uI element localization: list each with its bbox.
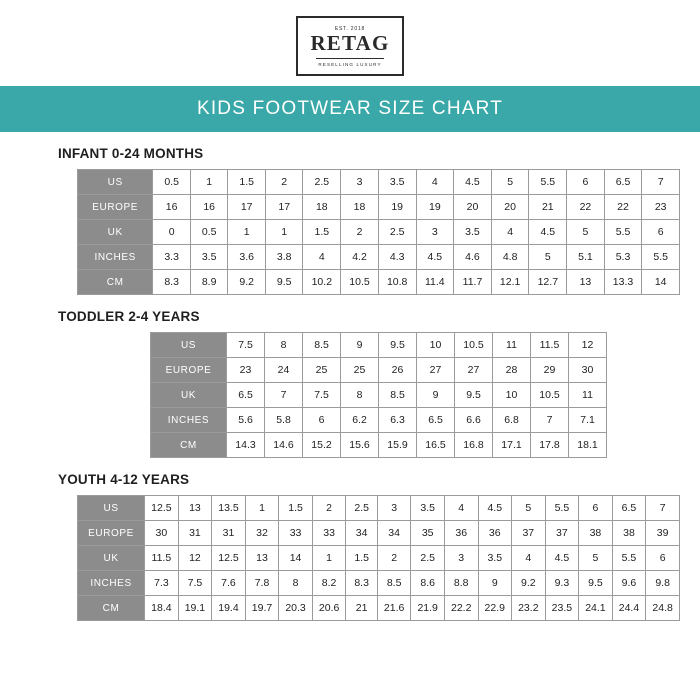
table-row xyxy=(78,521,680,546)
table-row xyxy=(78,596,680,621)
row-header-cell: UK xyxy=(78,546,145,571)
section-title: INFANT 0-24 MONTHS xyxy=(58,146,204,161)
size-cell: 9.8 xyxy=(646,571,680,596)
size-cell: 14 xyxy=(642,270,680,295)
size-cell: 13 xyxy=(178,496,212,521)
size-cell: 10.5 xyxy=(455,333,493,358)
size-cell: 3 xyxy=(377,496,411,521)
size-cell: 22.9 xyxy=(478,596,512,621)
size-cell: 19 xyxy=(416,195,454,220)
size-cell: 13.5 xyxy=(212,496,246,521)
size-cell: 15.6 xyxy=(341,433,379,458)
size-cell: 8.6 xyxy=(411,571,445,596)
size-cell: 1 xyxy=(228,220,266,245)
size-cell: 16 xyxy=(153,195,191,220)
row-header-cell: CM xyxy=(151,433,227,458)
size-cell: 11 xyxy=(493,333,531,358)
size-cell: 13.3 xyxy=(604,270,642,295)
size-cell: 12.5 xyxy=(212,546,246,571)
size-cell: 21 xyxy=(529,195,567,220)
size-cell: 1 xyxy=(265,220,303,245)
size-cell: 15.2 xyxy=(303,433,341,458)
size-cell: 5.1 xyxy=(567,245,605,270)
size-cell: 1.5 xyxy=(346,546,377,571)
size-cell: 8.2 xyxy=(312,571,346,596)
size-cell: 21.9 xyxy=(411,596,445,621)
size-cell: 20 xyxy=(454,195,492,220)
size-cell: 3.3 xyxy=(153,245,191,270)
size-cell: 20.3 xyxy=(279,596,313,621)
size-cell: 36 xyxy=(444,521,478,546)
size-cell: 24.4 xyxy=(612,596,646,621)
size-cell: 9.5 xyxy=(455,383,493,408)
table-row xyxy=(151,358,607,383)
table-row xyxy=(78,496,680,521)
table-row xyxy=(151,408,607,433)
size-cell: 21.6 xyxy=(377,596,411,621)
size-cell: 7.5 xyxy=(303,383,341,408)
size-cell: 7.3 xyxy=(145,571,179,596)
logo-frame xyxy=(296,16,404,76)
size-cell: 8.3 xyxy=(346,571,377,596)
size-cell: 6.5 xyxy=(227,383,265,408)
row-header-cell: INCHES xyxy=(78,245,153,270)
size-cell: 6 xyxy=(642,220,680,245)
size-cell: 6.2 xyxy=(341,408,379,433)
size-cell: 5.8 xyxy=(265,408,303,433)
size-cell: 2.5 xyxy=(378,220,416,245)
size-cell: 9.2 xyxy=(228,270,266,295)
size-cell: 4.5 xyxy=(416,245,454,270)
size-cell: 9.5 xyxy=(379,333,417,358)
table-row xyxy=(151,383,607,408)
size-cell: 7 xyxy=(265,383,303,408)
size-cell: 5.5 xyxy=(545,496,579,521)
size-cell: 11.4 xyxy=(416,270,454,295)
size-cell: 16 xyxy=(190,195,228,220)
size-cell: 35 xyxy=(411,521,445,546)
size-cell: 5 xyxy=(512,496,546,521)
size-cell: 4.5 xyxy=(454,170,492,195)
row-header-cell: UK xyxy=(78,220,153,245)
size-cell: 34 xyxy=(346,521,377,546)
size-cell: 0.5 xyxy=(153,170,191,195)
size-cell: 7.5 xyxy=(227,333,265,358)
size-cell: 3.5 xyxy=(411,496,445,521)
size-cell: 7 xyxy=(642,170,680,195)
size-cell: 6.8 xyxy=(493,408,531,433)
size-cell: 16.5 xyxy=(417,433,455,458)
size-cell: 32 xyxy=(245,521,279,546)
size-cell: 19 xyxy=(378,195,416,220)
size-cell: 14 xyxy=(279,546,313,571)
table-row xyxy=(78,245,680,270)
size-cell: 5.6 xyxy=(227,408,265,433)
row-header-cell: INCHES xyxy=(78,571,145,596)
size-cell: 1.5 xyxy=(303,220,341,245)
size-section xyxy=(0,309,700,458)
size-cell: 4 xyxy=(444,496,478,521)
size-section xyxy=(0,472,700,621)
size-cell: 1 xyxy=(245,496,279,521)
size-cell: 5 xyxy=(491,170,529,195)
size-cell: 3 xyxy=(341,170,379,195)
size-cell: 17.8 xyxy=(531,433,569,458)
size-cell: 9.5 xyxy=(265,270,303,295)
size-cell: 11.5 xyxy=(145,546,179,571)
row-header-cell: CM xyxy=(78,596,145,621)
size-cell: 29 xyxy=(531,358,569,383)
table-row xyxy=(78,571,680,596)
size-cell: 9.3 xyxy=(545,571,579,596)
size-cell: 33 xyxy=(312,521,346,546)
size-cell: 17 xyxy=(265,195,303,220)
size-cell: 3.5 xyxy=(190,245,228,270)
size-cell: 15.9 xyxy=(379,433,417,458)
size-cell: 2 xyxy=(265,170,303,195)
size-cell: 10 xyxy=(417,333,455,358)
row-header-cell: US xyxy=(78,496,145,521)
size-cell: 6.5 xyxy=(604,170,642,195)
chart-banner xyxy=(0,86,700,132)
size-cell: 9 xyxy=(478,571,512,596)
size-cell: 11 xyxy=(569,383,607,408)
table-row xyxy=(78,195,680,220)
size-cell: 10 xyxy=(493,383,531,408)
table-wrapper xyxy=(20,332,680,458)
size-cell: 37 xyxy=(512,521,546,546)
row-header-cell: EUROPE xyxy=(78,521,145,546)
table-row xyxy=(151,333,607,358)
size-cell: 34 xyxy=(377,521,411,546)
size-cell: 30 xyxy=(145,521,179,546)
size-cell: 31 xyxy=(212,521,246,546)
size-cell: 6 xyxy=(646,546,680,571)
size-cell: 3.6 xyxy=(228,245,266,270)
size-cell: 18.4 xyxy=(145,596,179,621)
row-header-cell: INCHES xyxy=(151,408,227,433)
size-cell: 2.5 xyxy=(411,546,445,571)
size-cell: 9.5 xyxy=(579,571,613,596)
row-header-cell: EUROPE xyxy=(151,358,227,383)
size-cell: 4.6 xyxy=(454,245,492,270)
size-cell: 3.5 xyxy=(478,546,512,571)
size-cell: 6 xyxy=(579,496,613,521)
size-cell: 19.7 xyxy=(245,596,279,621)
size-cell: 8.5 xyxy=(379,383,417,408)
size-cell: 22.2 xyxy=(444,596,478,621)
size-cell: 31 xyxy=(178,521,212,546)
size-cell: 12 xyxy=(569,333,607,358)
size-cell: 6.6 xyxy=(455,408,493,433)
size-cell: 22 xyxy=(567,195,605,220)
size-cell: 8.5 xyxy=(377,571,411,596)
size-cell: 25 xyxy=(341,358,379,383)
size-cell: 10.5 xyxy=(341,270,379,295)
size-cell: 5.5 xyxy=(529,170,567,195)
size-table xyxy=(77,495,680,621)
logo-tagline: RESELLING LUXURY xyxy=(318,61,382,67)
size-cell: 39 xyxy=(646,521,680,546)
size-cell: 3.5 xyxy=(378,170,416,195)
size-cell: 2.5 xyxy=(346,496,377,521)
size-cell: 9 xyxy=(417,383,455,408)
size-cell: 28 xyxy=(493,358,531,383)
size-cell: 4.5 xyxy=(478,496,512,521)
size-cell: 4.2 xyxy=(341,245,379,270)
brand-logo xyxy=(0,0,700,86)
size-cell: 10.2 xyxy=(303,270,341,295)
size-cell: 18 xyxy=(341,195,379,220)
size-cell: 7 xyxy=(531,408,569,433)
logo-established-text: EST. 2018 xyxy=(334,25,366,32)
size-cell: 1 xyxy=(190,170,228,195)
size-cell: 38 xyxy=(612,521,646,546)
size-cell: 10.8 xyxy=(378,270,416,295)
size-cell: 9.2 xyxy=(512,571,546,596)
table-wrapper xyxy=(20,169,680,295)
sections-container xyxy=(0,146,700,621)
size-cell: 12.1 xyxy=(491,270,529,295)
size-cell: 5.5 xyxy=(612,546,646,571)
size-cell: 8.3 xyxy=(153,270,191,295)
size-cell: 24 xyxy=(265,358,303,383)
size-cell: 8 xyxy=(279,571,313,596)
size-cell: 11.7 xyxy=(454,270,492,295)
logo-divider xyxy=(316,58,384,59)
size-cell: 3 xyxy=(416,220,454,245)
size-cell: 13 xyxy=(245,546,279,571)
size-cell: 19.1 xyxy=(178,596,212,621)
table-row xyxy=(78,270,680,295)
size-cell: 8.9 xyxy=(190,270,228,295)
size-cell: 38 xyxy=(579,521,613,546)
size-cell: 18 xyxy=(303,195,341,220)
size-cell: 7.8 xyxy=(245,571,279,596)
size-cell: 6 xyxy=(567,170,605,195)
size-cell: 3.8 xyxy=(265,245,303,270)
size-cell: 12.5 xyxy=(145,496,179,521)
size-cell: 8 xyxy=(341,383,379,408)
size-cell: 0.5 xyxy=(190,220,228,245)
size-cell: 16.8 xyxy=(455,433,493,458)
size-cell: 17.1 xyxy=(493,433,531,458)
logo-brand-name: RETAG xyxy=(310,30,390,55)
size-cell: 6.5 xyxy=(417,408,455,433)
size-cell: 24.1 xyxy=(579,596,613,621)
row-header-cell: US xyxy=(151,333,227,358)
size-cell: 4 xyxy=(416,170,454,195)
section-title: YOUTH 4-12 YEARS xyxy=(58,472,190,487)
size-cell: 2.5 xyxy=(303,170,341,195)
size-section xyxy=(0,146,700,295)
table-row xyxy=(151,433,607,458)
size-cell: 6 xyxy=(303,408,341,433)
size-cell: 5 xyxy=(579,546,613,571)
size-cell: 12.7 xyxy=(529,270,567,295)
size-cell: 23 xyxy=(227,358,265,383)
size-cell: 1.5 xyxy=(228,170,266,195)
size-cell: 4.3 xyxy=(378,245,416,270)
size-cell: 23.2 xyxy=(512,596,546,621)
size-cell: 12 xyxy=(178,546,212,571)
table-row xyxy=(78,170,680,195)
row-header-cell: CM xyxy=(78,270,153,295)
size-cell: 4.5 xyxy=(545,546,579,571)
size-table xyxy=(77,169,680,295)
size-cell: 2 xyxy=(312,496,346,521)
page-title: KIDS FOOTWEAR SIZE CHART xyxy=(196,98,504,119)
size-cell: 11.5 xyxy=(531,333,569,358)
size-cell: 20 xyxy=(491,195,529,220)
size-cell: 2 xyxy=(341,220,379,245)
size-cell: 4.5 xyxy=(529,220,567,245)
size-cell: 6.3 xyxy=(379,408,417,433)
size-cell: 1 xyxy=(312,546,346,571)
size-cell: 27 xyxy=(455,358,493,383)
size-cell: 7.5 xyxy=(178,571,212,596)
size-cell: 2 xyxy=(377,546,411,571)
section-title: TODDLER 2-4 YEARS xyxy=(58,309,200,324)
size-cell: 5.5 xyxy=(642,245,680,270)
size-cell: 5.3 xyxy=(604,245,642,270)
row-header-cell: EUROPE xyxy=(78,195,153,220)
size-cell: 36 xyxy=(478,521,512,546)
size-cell: 3.5 xyxy=(454,220,492,245)
size-cell: 18.1 xyxy=(569,433,607,458)
size-cell: 4 xyxy=(491,220,529,245)
size-cell: 37 xyxy=(545,521,579,546)
size-cell: 7 xyxy=(646,496,680,521)
size-cell: 20.6 xyxy=(312,596,346,621)
size-cell: 26 xyxy=(379,358,417,383)
size-cell: 30 xyxy=(569,358,607,383)
size-cell: 17 xyxy=(228,195,266,220)
size-cell: 27 xyxy=(417,358,455,383)
size-cell: 8.5 xyxy=(303,333,341,358)
size-cell: 10.5 xyxy=(531,383,569,408)
size-cell: 7.1 xyxy=(569,408,607,433)
size-cell: 14.3 xyxy=(227,433,265,458)
size-cell: 8 xyxy=(265,333,303,358)
table-wrapper xyxy=(20,495,680,621)
size-cell: 25 xyxy=(303,358,341,383)
size-cell: 0 xyxy=(153,220,191,245)
row-header-cell: UK xyxy=(151,383,227,408)
size-cell: 4 xyxy=(512,546,546,571)
table-row xyxy=(78,220,680,245)
size-cell: 4.8 xyxy=(491,245,529,270)
size-cell: 4 xyxy=(303,245,341,270)
size-cell: 9.6 xyxy=(612,571,646,596)
row-header-cell: US xyxy=(78,170,153,195)
size-cell: 3 xyxy=(444,546,478,571)
size-cell: 23 xyxy=(642,195,680,220)
size-cell: 24.8 xyxy=(646,596,680,621)
size-cell: 23.5 xyxy=(545,596,579,621)
size-cell: 5 xyxy=(529,245,567,270)
size-table xyxy=(150,332,607,458)
size-cell: 5.5 xyxy=(604,220,642,245)
size-cell: 1.5 xyxy=(279,496,313,521)
table-row xyxy=(78,546,680,571)
size-cell: 21 xyxy=(346,596,377,621)
size-cell: 8.8 xyxy=(444,571,478,596)
size-cell: 19.4 xyxy=(212,596,246,621)
size-cell: 5 xyxy=(567,220,605,245)
size-cell: 33 xyxy=(279,521,313,546)
size-cell: 6.5 xyxy=(612,496,646,521)
size-cell: 7.6 xyxy=(212,571,246,596)
size-cell: 13 xyxy=(567,270,605,295)
size-cell: 14.6 xyxy=(265,433,303,458)
size-cell: 22 xyxy=(604,195,642,220)
size-cell: 9 xyxy=(341,333,379,358)
